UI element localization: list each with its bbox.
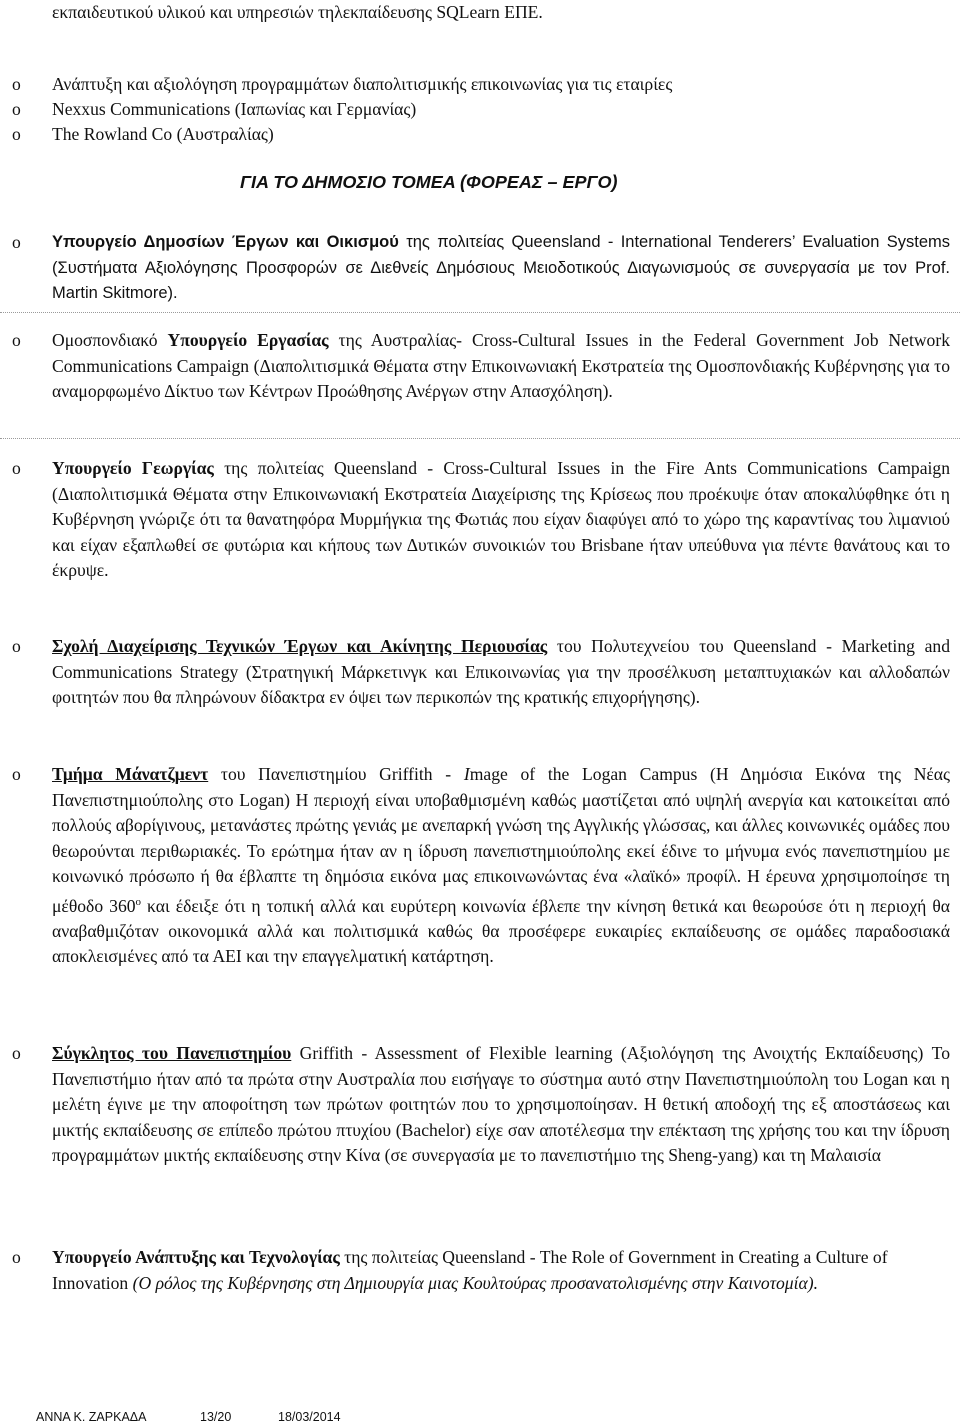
section-heading: ΓΙΑ ΤΟ ΔΗΜΟΣΙΟ ΤΟΜΕΑ (ΦΟΡΕΑΣ – ΕΡΓΟ): [240, 172, 618, 192]
entry-title: Σύγκλητος του Πανεπιστημίου: [52, 1043, 292, 1063]
bullet-marker: o: [12, 1043, 21, 1063]
entry-title: Υπουργείο Γεωργίας: [52, 458, 214, 478]
entry-school-project-management: [52, 634, 950, 711]
degree-superscript: ο: [135, 895, 142, 908]
bullet-marker: o: [12, 124, 21, 144]
intro-line: εκπαιδευτικού υλικού και υπηρεσιών τηλεκπαίδευσης SQLearn ΕΠΕ.: [52, 2, 543, 22]
footer-page-number: 13/20: [200, 1410, 232, 1424]
entry-text: Griffith - Assessment of Flexible learning (Αξιολόγηση της Ανοιχτής Εκπαίδευσης) Το Πανεπιστήμιο ήταν από τα πρώτα στην Αυστραλία που εισήγαγε το σύστημα αυτό στην Πανεπιστημιούπολη του Logan και η μελέτη έγινε με την αποφοίτηση των πρώτων φοιτητών που το χρησιμοποίησαν. Η θετική αποδοχή της εξ αποστάσεως και μικτής εκπαίδευσης σε επίπεδο πρώτου πτυχίου (Bachelor) είχε σαν αποτέλεσμα την επέκταση της χρήσης του και την ίδρυση προγραμμάτων μικτής εκπαίδευσης στην Κίνα (σε συνεργασία με το πανεπιστήμιο της Sheng-yang) και τη Μαλαισία: [52, 1043, 951, 1165]
footer-date: 18/03/2014: [278, 1410, 341, 1424]
bullet-marker: o: [12, 330, 21, 350]
entry-text: της πολιτείας Queensland - International Tenderers’ Evaluation Systems (Συστήματα Αξιολόγησης Προσφορών σε Διεθνείς Δημόσιους Μειοδοτικούς Διαγωνισμούς σε συνεργασία με τον Prof. Martin Skitmore).: [52, 233, 950, 302]
entry-title: Υπουργείο Δημοσίων Έργων και Οικισμού: [52, 233, 399, 251]
entry-text: του Πανεπιστημίου Griffith -: [208, 764, 464, 784]
entry-text: της Αυστραλίας- Cross-Cultural Issues in the Federal Government Job Network Communications Campaign (Διαπολιτισμικά Θέματα στην Επικοινωνιακή Εκστρατεία της Ομοσπονδιακής Κυβέρνησης για το αναμορφωμένο Δίκτυο των Κέντρων Προώθησης Ανέργων στην Απασχόληση).: [52, 330, 950, 401]
bullet-marker: o: [12, 99, 21, 119]
footer-author: ΑΝΝΑ Κ. ΖΑΡΚΑΔΑ: [36, 1410, 147, 1424]
entry-title: Υπουργείο Ανάπτυξης και Τεχνολογίας: [52, 1247, 340, 1267]
entry-ministry-development: [52, 1245, 950, 1296]
list-item: Ανάπτυξη και αξιολόγηση προγραμμάτων διαπολιτισμικής επικοινωνίας για τις εταιρίες: [52, 74, 673, 94]
entry-ministry-public-works: [52, 230, 950, 307]
entry-management-department: [52, 762, 950, 970]
entry-title: Σχολή Διαχείρισης Τεχνικών Έργων και Ακίνητης Περιουσίας: [52, 636, 548, 656]
bullet-marker: o: [12, 74, 21, 94]
list-item: Nexxus Communications (Ιαπωνίας και Γερμανίας): [52, 99, 417, 119]
entry-prefix: Ομοσπονδιακό: [52, 330, 168, 350]
divider: [0, 438, 960, 439]
entry-ministry-labour: [52, 328, 950, 405]
bullet-marker: o: [12, 458, 21, 478]
entry-italic-text: (Ο ρόλος της Κυβέρνησης στη Δημιουργία μιας Κουλτούρας προσανατολισμένης στην Καινοτομία).: [132, 1272, 818, 1293]
entry-title: Υπουργείο Εργασίας: [167, 330, 329, 350]
entry-university-senate: [52, 1041, 950, 1169]
entry-ministry-agriculture: [52, 456, 950, 584]
bullet-marker: o: [12, 232, 21, 252]
entry-text: του Πολυτεχνείου του Queensland - Marketing and Communications Strategy (Στρατηγική Μάρκετινγκ και Επικοινωνίας για την προσέλκυση μεταπτυχιακών και αλλοδαπών φοιτητών που θα πληρώνουν δίδακτρα εν όψει των περικοπών της κρατικής επιχορήγησης).: [52, 636, 950, 707]
entry-text: και έδειξε ότι η τοπική αλλά και ευρύτερη κοινωνία έβλεπε την κίνηση θετικά και θεωρούσε ότι η περιοχή θα αναβαθμιζόταν οικονομικά αλλά και πολιτισμικά καθώς θα προσέφερε ευκαιρίες εκπαίδευσης σε ομάδες παραδοσιακά αποκλεισμένες από τα ΑΕΙ και την επαγγελματική κατάρτηση.: [52, 895, 951, 967]
bullet-marker: o: [12, 636, 21, 656]
bullet-marker: o: [12, 1247, 21, 1267]
entry-text: της πολιτείας Queensland - The Role of Government in Creating a Culture of Innovation: [52, 1247, 888, 1293]
divider: [0, 312, 960, 313]
entry-title: Τμήμα Μάνατζμεντ: [52, 764, 209, 784]
entry-text: mage of the Logan Campus (Η Δημόσια Εικόνα της Νέας Πανεπιστημιούπολης στο Logan) Η περιοχή είναι υποβαθμισμένη καθώς μαστίζεται από υψηλή ανεργία και κατοικείται από πολλούς αβορίγινους, μετανάστες πρώτης γενιάς με ανεπαρκή γνώση της Αγγλικής γλώσσας, και άλλες κοινωνικές ομάδες που θεωρούνται περιθωριακές. Το ερώτημα ήταν αν η ίδρυση πανεπιστημιούπολης εκεί έδινε το μήνυμα ενός πανεπιστημίου με κοινωνικό πρόσωπο ή θα έβλαπτε τη δημόσια εικόνα μας επικοινωνώντας ένα «λαϊκό» προφίλ. Η έρευνα χρησιμοποίησε τη μέθοδο 360: [52, 764, 950, 916]
entry-text: της πολιτείας Queensland - Cross-Cultural Issues in the Fire Ants Communications Campaign (Διαπολιτισμικά Θέματα στην Επικοινωνιακή Εκστρατεία Διαχείρισης της Κρίσεως που προέκυψε όταν αποκαλύφθηκε ότι η Κυβέρνηση γνώριζε ότι τα θανατηφόρα Μυρμήγκια της Φωτιάς που είχαν διαφύγει από το χώρο της καραντίνας του λιμανιού και είχαν εξαπλωθεί σε φυτώρια και κήπους των Δυτικών συνοικιών του Brisbane ήταν υπεύθυνα για πέντε θανάτους και το έκρυψε.: [52, 458, 951, 580]
list-item: The Rowland Co (Αυστραλίας): [52, 124, 274, 144]
entry-italic-letter: I: [463, 764, 470, 784]
bullet-marker: o: [12, 764, 21, 784]
